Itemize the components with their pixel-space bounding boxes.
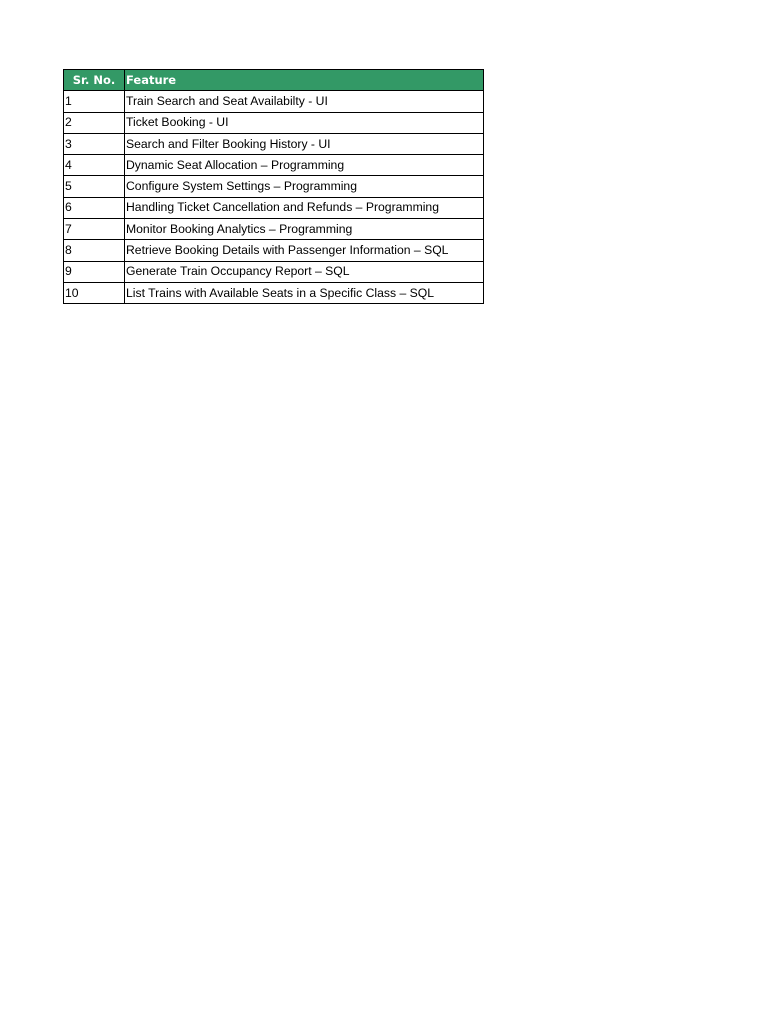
table-row	[64, 112, 484, 133]
sr-no-cell[interactable]: 5	[64, 176, 125, 197]
table-row	[64, 240, 484, 261]
feature-cell[interactable]: List Trains with Available Seats in a Specific Class – SQL	[125, 282, 484, 303]
feature-cell[interactable]: Generate Train Occupancy Report – SQL	[125, 261, 484, 282]
sr-no-cell[interactable]: 7	[64, 219, 125, 240]
table-row	[64, 197, 484, 218]
sr-no-cell[interactable]: 6	[64, 197, 125, 218]
feature-cell[interactable]: Monitor Booking Analytics – Programming	[125, 219, 484, 240]
feature-table	[63, 69, 484, 304]
header-row	[64, 70, 484, 91]
feature-cell[interactable]: Train Search and Seat Availabilty - UI	[125, 91, 484, 112]
table-row	[64, 91, 484, 112]
sr-no-cell[interactable]: 3	[64, 133, 125, 154]
feature-cell[interactable]: Search and Filter Booking History - UI	[125, 133, 484, 154]
table-row	[64, 219, 484, 240]
table-row	[64, 176, 484, 197]
sr-no-cell[interactable]: 8	[64, 240, 125, 261]
sr-no-cell[interactable]: 4	[64, 155, 125, 176]
feature-cell[interactable]: Configure System Settings – Programming	[125, 176, 484, 197]
sr-no-cell[interactable]: 1	[64, 91, 125, 112]
table-row	[64, 282, 484, 303]
feature-cell[interactable]: Ticket Booking - UI	[125, 112, 484, 133]
header-sr-no[interactable]: Sr. No.	[64, 70, 125, 91]
feature-cell[interactable]: Retrieve Booking Details with Passenger Information – SQL	[125, 240, 484, 261]
table-row	[64, 133, 484, 154]
sr-no-cell[interactable]: 9	[64, 261, 125, 282]
table-row	[64, 155, 484, 176]
header-feature[interactable]: Feature	[125, 70, 484, 91]
table-row	[64, 261, 484, 282]
sr-no-cell[interactable]: 10	[64, 282, 125, 303]
sr-no-cell[interactable]: 2	[64, 112, 125, 133]
feature-cell[interactable]: Dynamic Seat Allocation – Programming	[125, 155, 484, 176]
feature-cell[interactable]: Handling Ticket Cancellation and Refunds – Programming	[125, 197, 484, 218]
